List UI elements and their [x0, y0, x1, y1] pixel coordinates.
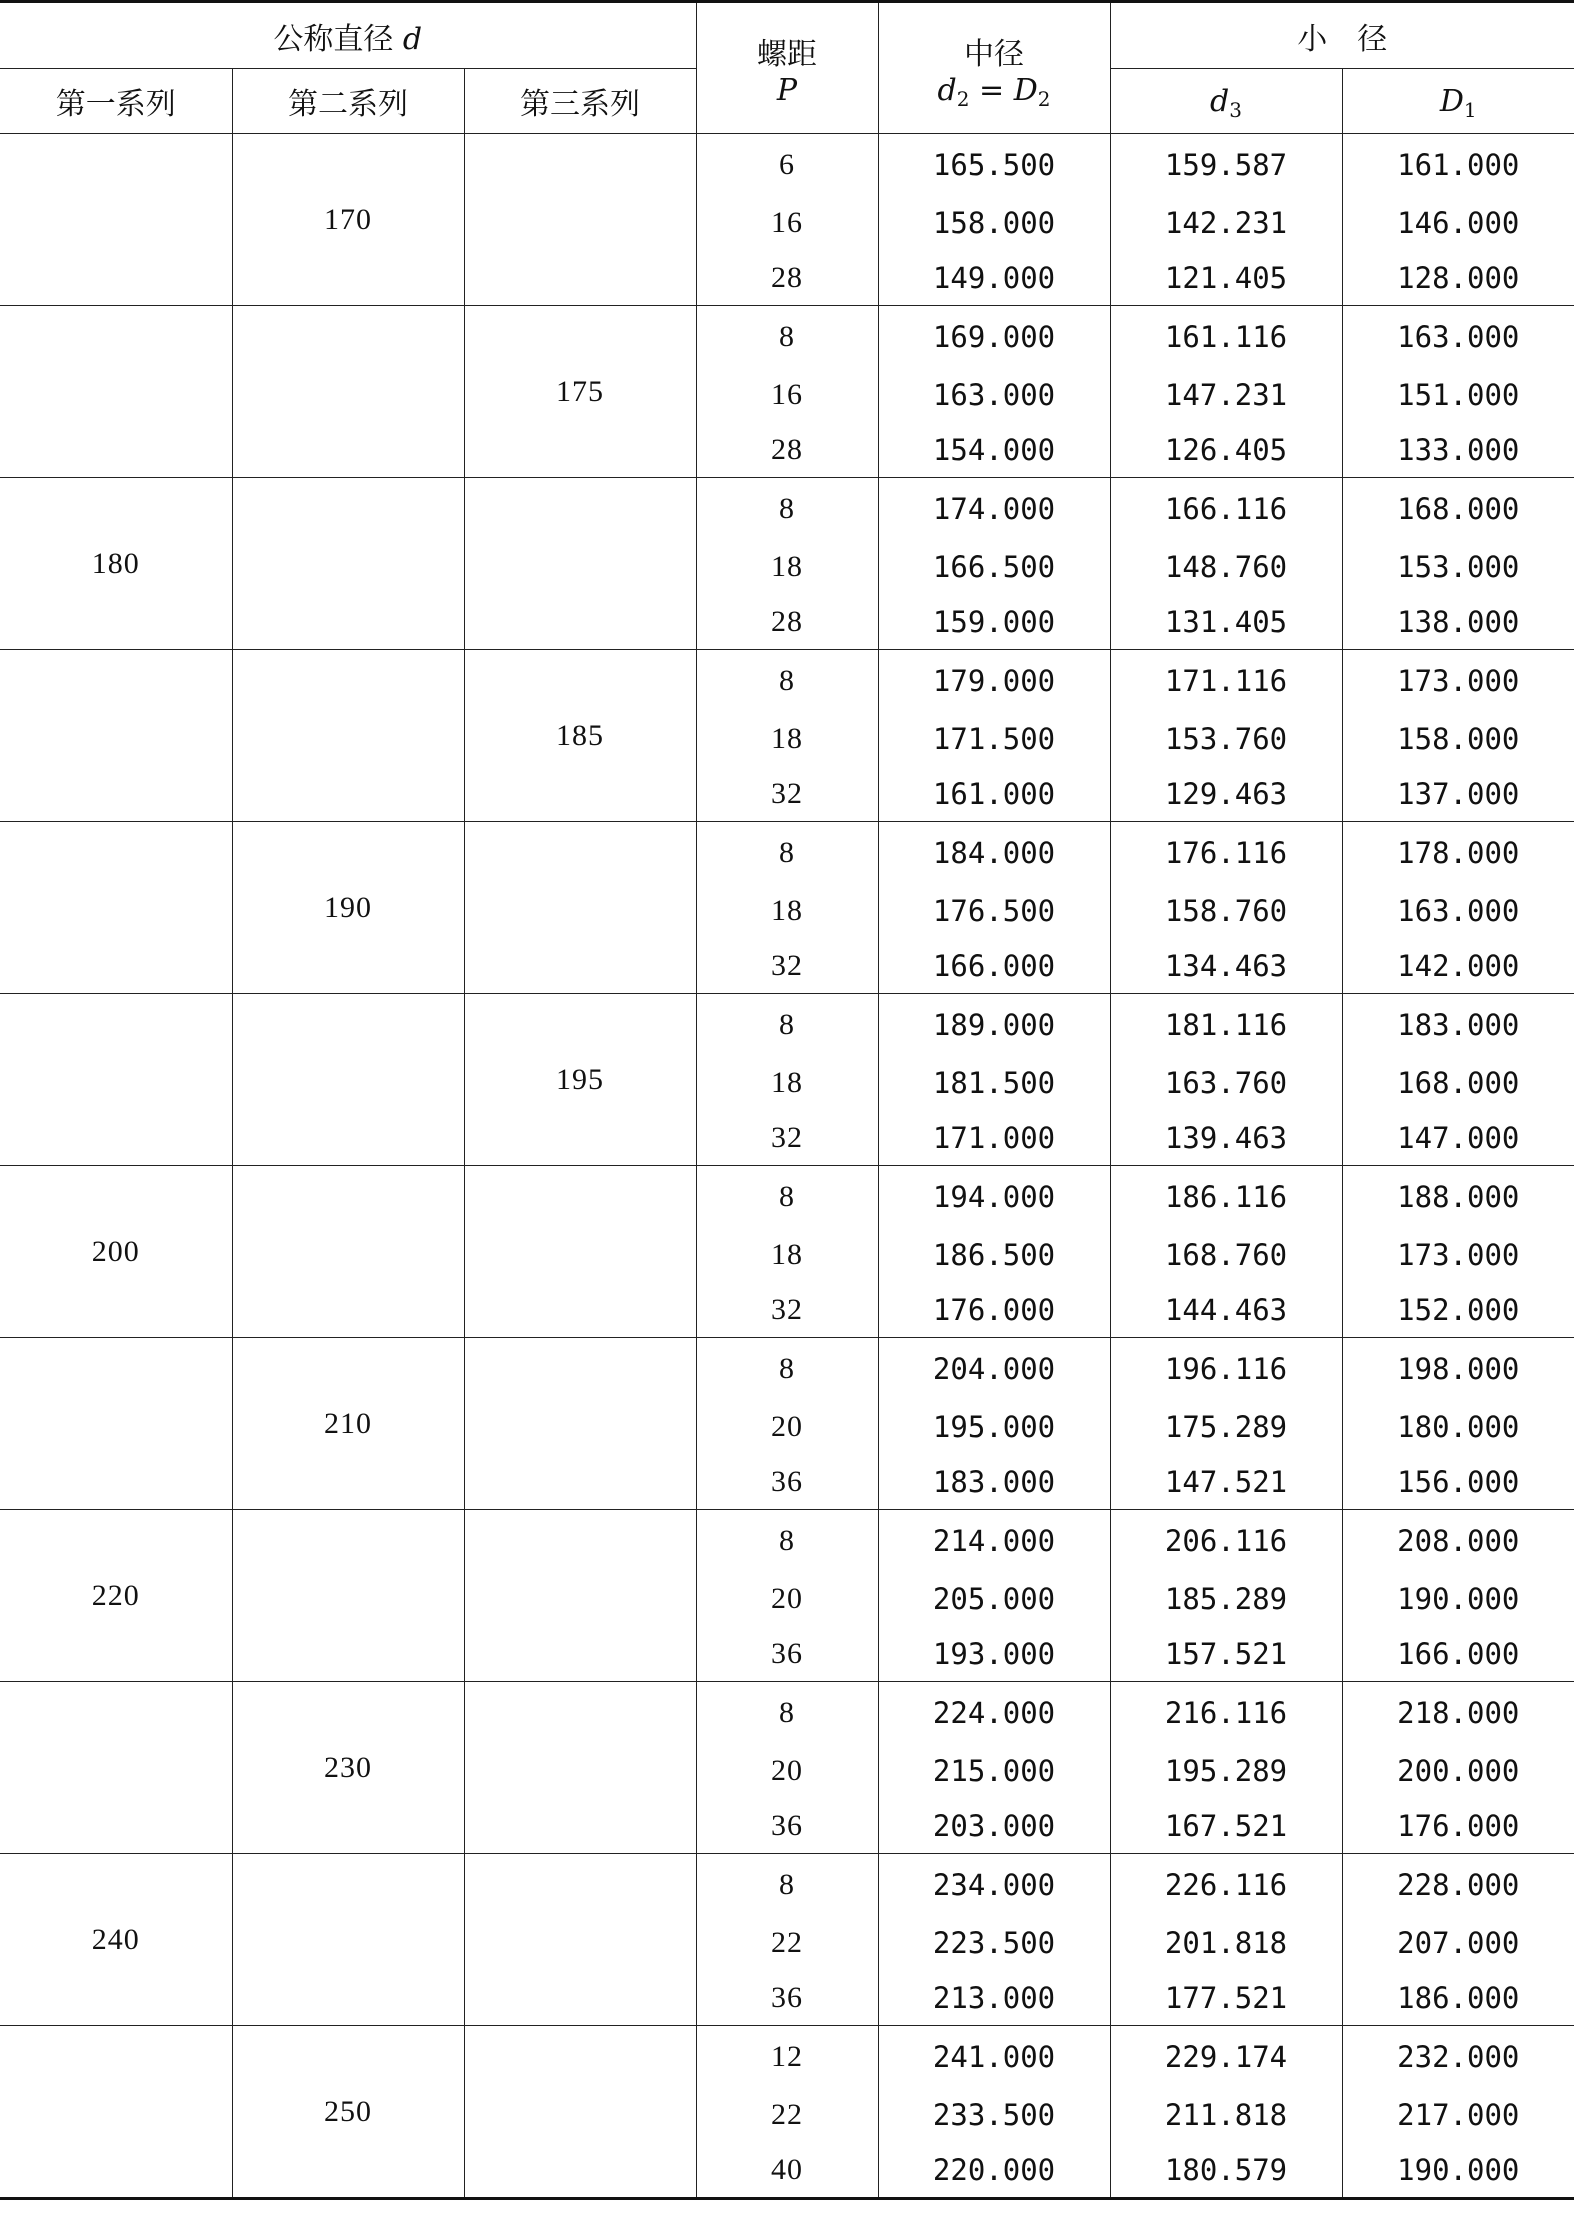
- pitch-cell: 18: [696, 1055, 878, 1110]
- pitch-diameter-cell: 181.500: [878, 1055, 1110, 1110]
- pitch-diameter-cell: 158.000: [878, 195, 1110, 250]
- table-row: [0, 478, 1574, 540]
- minor-D1-cell: 163.000: [1342, 306, 1574, 368]
- nominal-series2-cell: 190: [232, 822, 464, 994]
- minor-D1-cell: 183.000: [1342, 994, 1574, 1056]
- nominal-series3-cell: [464, 1682, 696, 1854]
- nominal-series1-cell: 180: [0, 478, 232, 650]
- series2-header: 第二系列: [232, 69, 464, 134]
- minor-D1-cell: 168.000: [1342, 1055, 1574, 1110]
- pitch-cell: 22: [696, 1915, 878, 1970]
- pitch-label: 螺距: [757, 36, 818, 72]
- pitch-cell: 36: [696, 1454, 878, 1510]
- minor-diameter-label: 小 径: [1297, 21, 1388, 57]
- minor-D1-cell: 146.000: [1342, 195, 1574, 250]
- pitch-cell: 8: [696, 1338, 878, 1400]
- pitch-diameter-cell: 169.000: [878, 306, 1110, 368]
- minor-d3-cell: 163.760: [1110, 1055, 1342, 1110]
- nominal-series3-cell: [464, 478, 696, 650]
- minor-D1-symbol: D: [1439, 83, 1464, 119]
- pitch-cell: 32: [696, 1282, 878, 1338]
- minor-D1-cell: 138.000: [1342, 594, 1574, 650]
- pitch-symbol: P: [776, 72, 798, 108]
- pitch-diameter-cell: 193.000: [878, 1626, 1110, 1682]
- minor-d3-cell: 175.289: [1110, 1399, 1342, 1454]
- pitch-cell: 18: [696, 883, 878, 938]
- pitch-diameter-cell: 183.000: [878, 1454, 1110, 1510]
- series1-header: 第一系列: [0, 69, 232, 134]
- nominal-series2-cell: [232, 306, 464, 478]
- minor-d3-cell: 226.116: [1110, 1854, 1342, 1916]
- pitch-diameter-cell: 176.500: [878, 883, 1110, 938]
- minor-D1-cell: 128.000: [1342, 250, 1574, 306]
- pitch-cell: 22: [696, 2087, 878, 2142]
- minor-D1-cell: 137.000: [1342, 766, 1574, 822]
- pitch-diameter-cell: 154.000: [878, 422, 1110, 478]
- pitch-cell: 28: [696, 594, 878, 650]
- pitch-cell: 16: [696, 195, 878, 250]
- minor-D1-header: [1342, 69, 1574, 134]
- minor-D1-cell: 133.000: [1342, 422, 1574, 478]
- pitch-diameter-cell: 204.000: [878, 1338, 1110, 1400]
- pitch-diameter-cell: 186.500: [878, 1227, 1110, 1282]
- pitch-diameter-cell: 159.000: [878, 594, 1110, 650]
- nominal-diameter-symbol: d: [402, 21, 423, 57]
- pitch-cell: 8: [696, 1682, 878, 1744]
- minor-d3-cell: 129.463: [1110, 766, 1342, 822]
- pitch-diameter-cell: 163.000: [878, 367, 1110, 422]
- table-row: [0, 822, 1574, 884]
- minor-d3-cell: 144.463: [1110, 1282, 1342, 1338]
- table-row: [0, 994, 1574, 1056]
- nominal-series1-cell: 200: [0, 1166, 232, 1338]
- nominal-series2-cell: 250: [232, 2026, 464, 2199]
- table-row: [0, 1166, 1574, 1228]
- minor-d3-cell: 181.116: [1110, 994, 1342, 1056]
- pitch-cell: 16: [696, 367, 878, 422]
- pitch-diameter-cell: 179.000: [878, 650, 1110, 712]
- pitch-diameter-cell: 205.000: [878, 1571, 1110, 1626]
- nominal-series3-cell: [464, 1166, 696, 1338]
- pitch-cell: 8: [696, 1854, 878, 1916]
- nominal-series2-cell: [232, 478, 464, 650]
- minor-d3-cell: 196.116: [1110, 1338, 1342, 1400]
- pitch-diameter-equals: =: [969, 72, 1014, 108]
- pitch-cell: 8: [696, 822, 878, 884]
- minor-d3-cell: 206.116: [1110, 1510, 1342, 1572]
- minor-d3-header: [1110, 69, 1342, 134]
- pitch-cell: 6: [696, 134, 878, 196]
- minor-d3-cell: 134.463: [1110, 938, 1342, 994]
- nominal-series3-cell: 175: [464, 306, 696, 478]
- minor-d3-cell: 211.818: [1110, 2087, 1342, 2142]
- pitch-cell: 8: [696, 1166, 878, 1228]
- minor-D1-sub: 1: [1463, 97, 1477, 122]
- nominal-series1-cell: 220: [0, 1510, 232, 1682]
- minor-d3-cell: 157.521: [1110, 1626, 1342, 1682]
- minor-D1-cell: 217.000: [1342, 2087, 1574, 2142]
- minor-d3-cell: 229.174: [1110, 2026, 1342, 2088]
- pitch-diameter-D: D: [1013, 72, 1038, 108]
- minor-d3-cell: 168.760: [1110, 1227, 1342, 1282]
- pitch-cell: 8: [696, 1510, 878, 1572]
- minor-D1-cell: 158.000: [1342, 711, 1574, 766]
- minor-D1-cell: 180.000: [1342, 1399, 1574, 1454]
- minor-D1-cell: 161.000: [1342, 134, 1574, 196]
- pitch-diameter-cell: 149.000: [878, 250, 1110, 306]
- minor-D1-cell: 218.000: [1342, 1682, 1574, 1744]
- table-row: [0, 1510, 1574, 1572]
- minor-D1-cell: 186.000: [1342, 1970, 1574, 2026]
- pitch-cell: 8: [696, 650, 878, 712]
- pitch-diameter-cell: 176.000: [878, 1282, 1110, 1338]
- pitch-diameter-cell: 220.000: [878, 2142, 1110, 2199]
- nominal-series3-cell: [464, 822, 696, 994]
- nominal-series1-cell: [0, 1338, 232, 1510]
- pitch-cell: 18: [696, 1227, 878, 1282]
- pitch-diameter-D-sub: 2: [1037, 86, 1051, 111]
- nominal-series2-cell: 170: [232, 134, 464, 306]
- minor-d3-symbol: d: [1210, 83, 1230, 119]
- minor-d3-cell: 180.579: [1110, 2142, 1342, 2199]
- minor-D1-cell: 190.000: [1342, 1571, 1574, 1626]
- minor-d3-cell: 186.116: [1110, 1166, 1342, 1228]
- minor-d3-cell: 126.405: [1110, 422, 1342, 478]
- pitch-diameter-cell: 224.000: [878, 1682, 1110, 1744]
- pitch-diameter-d: d: [937, 72, 957, 108]
- nominal-series1-cell: [0, 822, 232, 994]
- minor-D1-cell: 207.000: [1342, 1915, 1574, 1970]
- minor-D1-cell: 173.000: [1342, 650, 1574, 712]
- pitch-diameter-cell: 189.000: [878, 994, 1110, 1056]
- minor-d3-cell: 147.231: [1110, 367, 1342, 422]
- minor-D1-cell: 200.000: [1342, 1743, 1574, 1798]
- nominal-series3-cell: [464, 1338, 696, 1510]
- minor-d3-cell: 147.521: [1110, 1454, 1342, 1510]
- minor-d3-cell: 153.760: [1110, 711, 1342, 766]
- pitch-diameter-cell: 233.500: [878, 2087, 1110, 2142]
- pitch-cell: 36: [696, 1798, 878, 1854]
- minor-d3-cell: 142.231: [1110, 195, 1342, 250]
- table-row: [0, 1338, 1574, 1400]
- pitch-cell: 32: [696, 1110, 878, 1166]
- pitch-diameter-cell: 166.000: [878, 938, 1110, 994]
- nominal-series3-cell: 185: [464, 650, 696, 822]
- pitch-diameter-cell: 165.500: [878, 134, 1110, 196]
- table-row: [0, 1682, 1574, 1744]
- pitch-diameter-cell: 174.000: [878, 478, 1110, 540]
- pitch-cell: 8: [696, 994, 878, 1056]
- minor-d3-cell: 195.289: [1110, 1743, 1342, 1798]
- minor-D1-cell: 142.000: [1342, 938, 1574, 994]
- minor-D1-cell: 188.000: [1342, 1166, 1574, 1228]
- minor-diameter-header: [1110, 2, 1574, 69]
- nominal-series2-cell: [232, 994, 464, 1166]
- table-header: [0, 2, 1574, 134]
- nominal-series1-cell: [0, 994, 232, 1166]
- nominal-series2-cell: 210: [232, 1338, 464, 1510]
- pitch-cell: 8: [696, 478, 878, 540]
- table-row: [0, 650, 1574, 712]
- minor-d3-cell: 131.405: [1110, 594, 1342, 650]
- pitch-diameter-cell: 241.000: [878, 2026, 1110, 2088]
- pitch-diameter-cell: 214.000: [878, 1510, 1110, 1572]
- minor-D1-cell: 190.000: [1342, 2142, 1574, 2199]
- nominal-series3-cell: [464, 1854, 696, 2026]
- nominal-series1-cell: [0, 134, 232, 306]
- pitch-cell: 18: [696, 539, 878, 594]
- pitch-diameter-cell: 194.000: [878, 1166, 1110, 1228]
- nominal-series2-cell: [232, 1166, 464, 1338]
- nominal-series2-cell: [232, 1854, 464, 2026]
- minor-d3-cell: 201.818: [1110, 1915, 1342, 1970]
- pitch-diameter-label: 中径: [964, 36, 1025, 72]
- minor-D1-cell: 173.000: [1342, 1227, 1574, 1282]
- pitch-cell: 18: [696, 711, 878, 766]
- minor-d3-cell: 177.521: [1110, 1970, 1342, 2026]
- pitch-cell: 36: [696, 1626, 878, 1682]
- pitch-cell: 32: [696, 766, 878, 822]
- minor-d3-cell: 176.116: [1110, 822, 1342, 884]
- nominal-series1-cell: [0, 2026, 232, 2199]
- minor-d3-cell: 139.463: [1110, 1110, 1342, 1166]
- nominal-series1-cell: [0, 306, 232, 478]
- pitch-cell: 8: [696, 306, 878, 368]
- nominal-series3-cell: [464, 2026, 696, 2199]
- minor-D1-cell: 152.000: [1342, 1282, 1574, 1338]
- minor-d3-sub: 3: [1229, 97, 1242, 122]
- pitch-diameter-cell: 203.000: [878, 1798, 1110, 1854]
- table-row: [0, 134, 1574, 196]
- nominal-series3-cell: [464, 134, 696, 306]
- minor-D1-cell: 208.000: [1342, 1510, 1574, 1572]
- pitch-diameter-d-sub: 2: [956, 86, 970, 111]
- nominal-series2-cell: [232, 1510, 464, 1682]
- minor-d3-cell: 161.116: [1110, 306, 1342, 368]
- minor-D1-cell: 151.000: [1342, 367, 1574, 422]
- pitch-cell: 12: [696, 2026, 878, 2088]
- minor-d3-cell: 185.289: [1110, 1571, 1342, 1626]
- minor-d3-cell: 148.760: [1110, 539, 1342, 594]
- pitch-cell: 20: [696, 1571, 878, 1626]
- nominal-series3-cell: 195: [464, 994, 696, 1166]
- pitch-cell: 20: [696, 1743, 878, 1798]
- minor-d3-cell: 158.760: [1110, 883, 1342, 938]
- minor-D1-cell: 147.000: [1342, 1110, 1574, 1166]
- table-row: [0, 306, 1574, 368]
- nominal-series3-cell: [464, 1510, 696, 1682]
- nominal-series1-cell: [0, 1682, 232, 1854]
- pitch-diameter-cell: 215.000: [878, 1743, 1110, 1798]
- pitch-diameter-cell: 161.000: [878, 766, 1110, 822]
- pitch-diameter-cell: 223.500: [878, 1915, 1110, 1970]
- minor-d3-cell: 167.521: [1110, 1798, 1342, 1854]
- pitch-diameter-formula: [879, 72, 1110, 111]
- pitch-diameter-cell: 171.500: [878, 711, 1110, 766]
- nominal-series1-cell: [0, 650, 232, 822]
- pitch-cell: 20: [696, 1399, 878, 1454]
- minor-D1-cell: 176.000: [1342, 1798, 1574, 1854]
- minor-D1-cell: 156.000: [1342, 1454, 1574, 1510]
- minor-d3-cell: 121.405: [1110, 250, 1342, 306]
- minor-d3-cell: 216.116: [1110, 1682, 1342, 1744]
- minor-D1-cell: 198.000: [1342, 1338, 1574, 1400]
- pitch-diameter-cell: 171.000: [878, 1110, 1110, 1166]
- table-row: [0, 1854, 1574, 1916]
- series3-header: 第三系列: [464, 69, 696, 134]
- pitch-diameter-cell: 213.000: [878, 1970, 1110, 2026]
- pitch-cell: 32: [696, 938, 878, 994]
- minor-D1-cell: 166.000: [1342, 1626, 1574, 1682]
- nominal-diameter-label: 公称直径: [273, 21, 394, 57]
- minor-D1-cell: 178.000: [1342, 822, 1574, 884]
- pitch-cell: 28: [696, 250, 878, 306]
- minor-D1-cell: 163.000: [1342, 883, 1574, 938]
- table-body: [0, 134, 1574, 2199]
- minor-D1-cell: 153.000: [1342, 539, 1574, 594]
- minor-d3-cell: 159.587: [1110, 134, 1342, 196]
- nominal-series2-cell: [232, 650, 464, 822]
- pitch-cell: 36: [696, 1970, 878, 2026]
- nominal-series1-cell: 240: [0, 1854, 232, 2026]
- nominal-series2-cell: 230: [232, 1682, 464, 1854]
- minor-D1-cell: 168.000: [1342, 478, 1574, 540]
- minor-d3-cell: 166.116: [1110, 478, 1342, 540]
- nominal-diameter-header: [0, 2, 696, 69]
- pitch-diameter-cell: 166.500: [878, 539, 1110, 594]
- pitch-cell: 40: [696, 2142, 878, 2199]
- pitch-diameter-cell: 195.000: [878, 1399, 1110, 1454]
- minor-D1-cell: 232.000: [1342, 2026, 1574, 2088]
- minor-D1-cell: 228.000: [1342, 1854, 1574, 1916]
- pitch-cell: 28: [696, 422, 878, 478]
- pitch-header: [696, 2, 878, 134]
- pitch-diameter-header: [878, 2, 1110, 134]
- pitch-diameter-cell: 184.000: [878, 822, 1110, 884]
- pitch-diameter-cell: 234.000: [878, 1854, 1110, 1916]
- minor-d3-cell: 171.116: [1110, 650, 1342, 712]
- table-row: [0, 2026, 1574, 2088]
